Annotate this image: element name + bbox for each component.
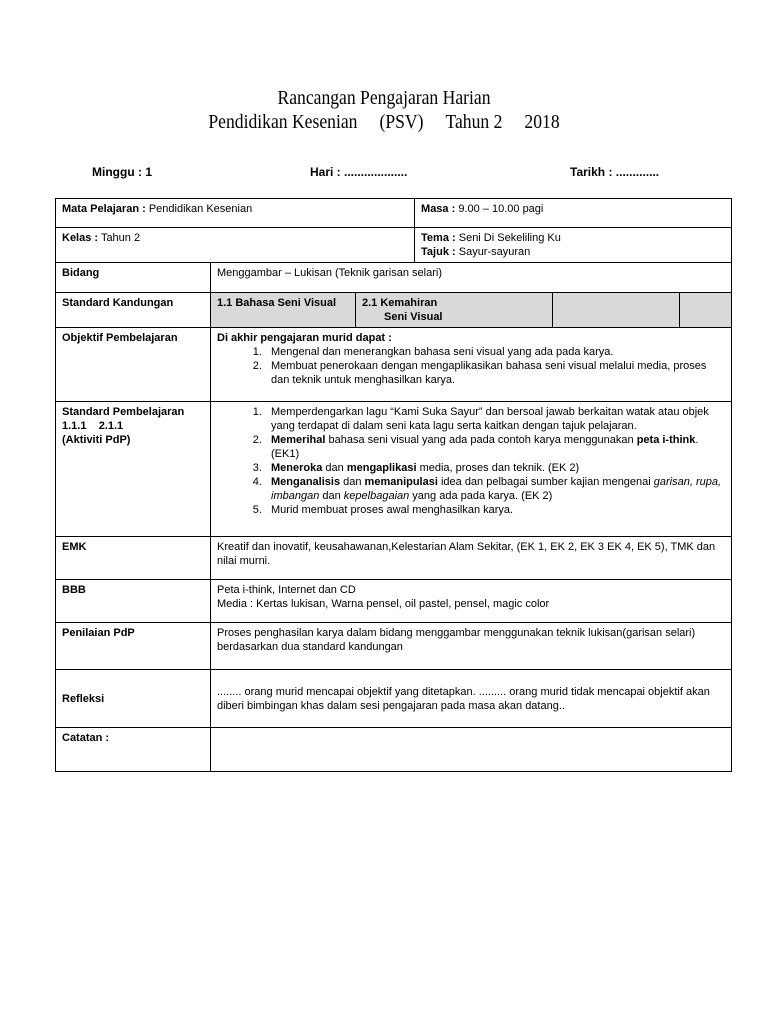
- emk-label: EMK: [56, 537, 211, 580]
- sk-empty-cell-1: [553, 293, 680, 328]
- aktiviti-4-text-2: idea dan pelbagai sumber kajian mengenai: [437, 476, 654, 488]
- tarikh-field: Tarikh : .............: [570, 165, 660, 179]
- tema-tajuk-cell: [415, 228, 732, 263]
- aktiviti-3-bold-2: mengaplikasi: [346, 462, 417, 474]
- bbb-label: BBB: [56, 580, 211, 623]
- penilaian-value: Proses penghasilan karya dalam bidang menggambar menggunakan teknik lukisan(garisan selari) berdasarkan dua standard kandungan: [211, 623, 732, 670]
- standard-pembelajaran-content: [211, 402, 732, 537]
- aktiviti-item-1: 1. Memperdengarkan lagu “Kami Suka Sayur” dan bersoal jawab berkaitan watak atau objek yang terdapat di dalam seni kata lagu serta kaitkan dengan tajuk pelajaran.: [265, 405, 725, 433]
- aktiviti-2-bold-2: peta i-think: [636, 434, 696, 446]
- kelas-cell: [56, 228, 415, 263]
- tema-value: Seni Di Sekeliling Ku: [458, 232, 561, 244]
- sk-kemahiran-seni-visual: [356, 293, 553, 328]
- objektif-item-1: 1. Mengenal dan menerangkan bahasa seni visual yang ada pada karya.: [265, 345, 725, 359]
- sp-label-line3: (Aktiviti PdP): [62, 434, 131, 446]
- standard-pembelajaran-label: [56, 402, 211, 537]
- mata-pelajaran-value: Pendidikan Kesenian: [148, 203, 253, 215]
- mata-pelajaran-cell: [56, 199, 415, 228]
- aktiviti-4-text-3: dan: [319, 490, 344, 502]
- tajuk-value: Sayur-sayuran: [458, 246, 531, 258]
- subject-code: (PSV): [379, 111, 424, 133]
- row-bbb: [56, 580, 732, 623]
- objektif-item-2: 2. Membuat penerokaan dengan mengaplikasikan bahasa seni visual melalui media, proses dan teknik untuk menghasilkan karya.: [265, 359, 725, 387]
- kelas-label: Kelas :: [62, 232, 99, 244]
- sp-label-line1: Standard Pembelajaran: [62, 406, 185, 418]
- masa-value: 9.00 – 10.00 pagi: [458, 203, 544, 215]
- bbb-content: [211, 580, 732, 623]
- row-catatan: [56, 728, 732, 772]
- aktiviti-2-bold-1: Memerihal: [271, 434, 326, 446]
- year-number: 2018: [524, 111, 560, 133]
- aktiviti-4-bold-1: Menganalisis: [271, 476, 341, 488]
- objektif-intro: Di akhir pengajaran murid dapat :: [217, 332, 392, 344]
- catatan-label: Catatan :: [56, 728, 211, 772]
- row-emk: [56, 537, 732, 580]
- kelas-value: Tahun 2: [100, 232, 141, 244]
- aktiviti-3-text-2: media, proses dan teknik. (EK 2): [416, 462, 580, 474]
- objektif-label: Objektif Pembelajaran: [56, 328, 211, 402]
- aktiviti-4-bold-2: memanipulasi: [364, 476, 438, 488]
- objektif-content: [211, 328, 732, 402]
- aktiviti-item-2: [265, 433, 725, 461]
- row-bidang: [56, 263, 732, 293]
- document-subtitle: [46, 110, 722, 134]
- tema-label: Tema :: [421, 232, 456, 244]
- row-objektif: [56, 328, 732, 402]
- masa-label: Masa :: [421, 203, 456, 215]
- bbb-line1: Peta i-think, Internet dan CD: [217, 584, 356, 596]
- emk-value: Kreatif dan inovatif, keusahawanan,Kelestarian Alam Sekitar, (EK 1, EK 2, EK 3 EK 4, EK 5), TMK dan nilai murni.: [211, 537, 732, 580]
- row-mata-pelajaran: [56, 199, 732, 228]
- aktiviti-list: [217, 405, 725, 517]
- row-penilaian: [56, 623, 732, 670]
- aktiviti-2-text-2: .(EK1): [271, 434, 699, 460]
- masa-cell: [415, 199, 732, 228]
- objektif-list: [217, 345, 725, 387]
- aktiviti-3-text-1: dan: [322, 462, 347, 474]
- sk-bahasa-seni-visual: 1.1 Bahasa Seni Visual: [211, 293, 356, 328]
- hari-field: Hari : ...................: [310, 165, 408, 179]
- aktiviti-4-italic-2: kepelbagaian: [343, 490, 410, 502]
- aktiviti-item-4: [265, 475, 725, 503]
- sk-empty-cell-2: [680, 293, 732, 328]
- row-kelas: [56, 228, 732, 263]
- lesson-plan-table: [55, 198, 732, 772]
- row-refleksi: [56, 670, 732, 728]
- penilaian-label: Penilaian PdP: [56, 623, 211, 670]
- mata-pelajaran-label: Mata Pelajaran :: [62, 203, 146, 215]
- sk-kemahiran-line1: 2.1 Kemahiran: [362, 297, 438, 309]
- sk-kemahiran-line2: Seni Visual: [384, 311, 443, 323]
- catatan-value: [211, 728, 732, 772]
- row-standard-kandungan: [56, 293, 732, 328]
- sp-label-line2: 1.1.1 2.1.1: [62, 420, 124, 432]
- aktiviti-item-3: [265, 461, 725, 475]
- aktiviti-3-bold-1: Meneroka: [271, 462, 323, 474]
- standard-kandungan-label: Standard Kandungan: [56, 293, 211, 328]
- year-level: Tahun 2: [445, 111, 503, 133]
- document-title: Rancangan Pengajaran Harian: [277, 87, 491, 109]
- row-standard-pembelajaran: [56, 402, 732, 537]
- refleksi-label: Refleksi: [56, 670, 211, 728]
- aktiviti-4-italic-1: garisan, rupa, imbangan: [271, 476, 722, 502]
- subject-name: Pendidikan Kesenian: [208, 111, 358, 133]
- minggu-field: Minggu : 1: [92, 165, 152, 179]
- tajuk-label: Tajuk :: [421, 246, 456, 258]
- aktiviti-2-text-1: bahasa seni visual yang ada pada contoh karya menggunakan: [325, 434, 637, 446]
- bidang-label: Bidang: [56, 263, 211, 293]
- refleksi-value: ........ orang murid mencapai objektif yang ditetapkan. ......... orang murid tidak mencapai objektif akan diberi bimbingan khas dalam sesi pengajaran pada masa akan datang..: [211, 670, 732, 728]
- bidang-value: Menggambar – Lukisan (Teknik garisan selari): [211, 263, 732, 293]
- bbb-line2: Media : Kertas lukisan, Warna pensel, oil pastel, pensel, magic color: [217, 598, 550, 610]
- aktiviti-item-5: 5. Murid membuat proses awal menghasilkan karya.: [265, 503, 725, 517]
- aktiviti-4-text-4: yang ada pada karya. (EK 2): [409, 490, 553, 502]
- aktiviti-4-text-1: dan: [340, 476, 365, 488]
